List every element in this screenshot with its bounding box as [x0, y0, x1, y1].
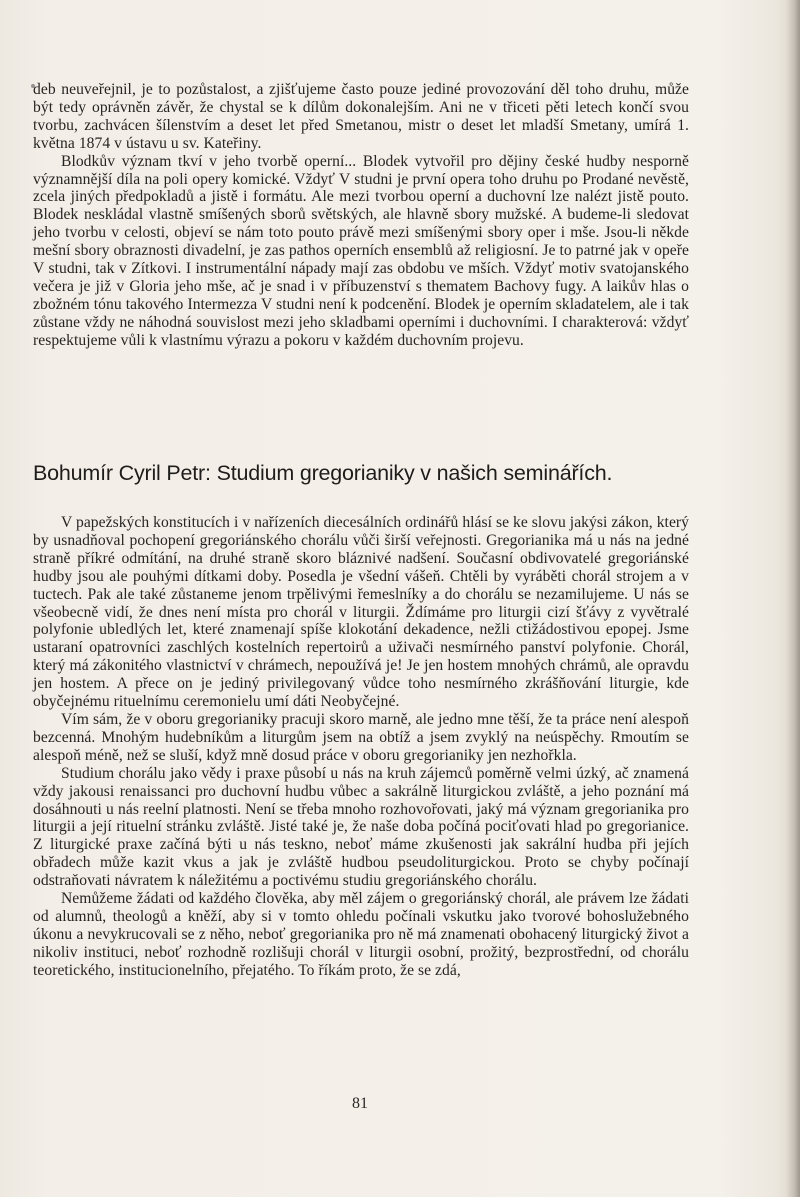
page-number: 81 [352, 1095, 368, 1112]
article-body [33, 514, 689, 980]
page-edge-shadow [786, 0, 800, 1197]
paragraph: Blodkův význam tkví v jeho tvorbě operní... Blodek vytvořil pro dějiny české hudby nesporně významnější díla na poli opery komické. Vždyť V studni je první opera toho druhu po Prodané nevěstě, zcela jiných předpokladů a jistě i formátu. Ale mezi tvorbou operní a duchovní lze nalézt jistě pouto. Blodek neskládal vlastně smíšených sborů světských, ale hlavně sbory mužské. A budeme-li sledovat jeho tvorbu v celosti, objeví se nám toto pouto právě mezi smíšenými sbory oper i mše. Jsou-li někde mešní sbory obraznosti divadelní, je zas pathos operních ensemblů až religiosní. Je to patrné jak v opeře V studni, tak v Zítkovi. I instrumentální nápady mají zas obdobu ve mších. Vždyť motiv svatojanského večera je již v Gloria jeho mše, ač je snad i v příbuzenství s thematem Bachovy fugy. A laikův hlas o zbožném tónu takového Intermezza V studni není k podcenění. Blodek je operním skladatelem, ale i tak zůstane vždy ne náhodná souvislost mezi jeho skladbami operními i duchovními. I charakterová: vždyť respektujeme vůli k vlastnímu výrazu a pokoru v každém duchovním projevu. [33, 152, 689, 349]
paragraph: Vím sám, že v oboru gregorianiky pracuji skoro marně, ale jedno mne těší, že ta práce není alespoň bezcenná. Mnohým hudebníkům a liturgům jsem na obtíž a jsem zvyklý na neúspěchy. Rmoutím se alespoň méně, než se sluší, když mně dosud práce v oboru gregorianiky jen nezhořkla. [33, 710, 689, 764]
paragraph: deb neuveřejnil, je to pozůstalost, a zjišťujeme často pouze jediné provozování děl toho druhu, může být tedy oprávněn závěr, že chystal se k dílům dokonalejším. Ani ne v třiceti pěti letech končí svou tvorbu, zachvácen šílenstvím a deset let před Smetanou, mistr o deset let mladší Smetany, umírá 1. května 1874 v ústavu u sv. Kateřiny. [33, 81, 689, 152]
paragraph: Studium chorálu jako vědy i praxe působí u nás na kruh zájemců poměrně velmi úzký, ač znamená vždy jakousi renaissanci pro duchovní hudbu vůbec a sakrálně liturgickou zvláště, a jeho poznání má dosáhnouti u nás reelní platnosti. Není se třeba mnoho rozhovořovati, jaký má význam gregorianika pro liturgii a její rituelní stránku zvláště. Jisté také je, že naše doba počíná pociťovati hlad po gregorianice. Z liturgické praxe začíná býti u nás tesknо, neboť máme zkušenosti jak sakrální hudba při jejích obřadech může kazit vkus a jak je zvláště hudbou pseudoliturgickou. Proto se chyby počínají odstraňovati návratem k náležitému a poctivému studiu gregoriánského chorálu. [33, 764, 689, 890]
continued-text [33, 81, 689, 350]
paragraph: Nemůžeme žádati od každého člověka, aby měl zájem o gregoriánský chorál, ale právem lze žádati od alumnů, theologů a kněží, aby si v tomto ohledu počínali vskutku jako tvorové bohoslužebného úkonu a nevykrucovali se z něho, neboť gregorianika pro ně má znamenati obohacený liturgický život a nikoliv instituci, neboť rozhodně rozlišuji chorál v liturgii osobní, prožitý, bezprostřední, od chorálu teoretického, institucionelního, přejatého. To říkám proto, že se zdá, [33, 890, 689, 979]
paragraph: V papežských konstitucích i v nařízeních diecesálních ordinářů hlásí se ke slovu jakýsi zákon, který by usnadňoval pochopení gregoriánského chorálu vůči širší veřejnosti. Gregorianika má u nás na jedné straně příkré odmítání, na druhé straně skoro bláznivé nadšení. Současní obdivovatelé gregoriánské hudby jsou ale pouhými dítkami doby. Posedla je všední vášeň. Chtěli by vyráběti chorál strojem a v tuctech. Pak ale také zůstaneme jenom trpělivými řemeslníky a do chorálu se nezamilujeme. U nás se všeobecně vidí, že dnes není místa pro chorál v liturgii. Ždímáme pro liturgii cizí šťávy z vyvětralé polyfonie ubledlých let, které znamenají spíše klokotání dekadence, nežli ctižádostivou epopej. Jsme ustaraní opatrovníci zaschlých kostelních repertoirů a uživači nesmírného panství polyfonie. Chorál, který má zákonitého vlastnictví v chrámech, nepoužívá je! Je jen hostem mnohých chrámů, ale opravdu jen hostem. A přece on je jediný privilegovaný vůdce toho nesmírného zkrášňování liturgie, kde obyčejnému rituelnímu ceremonielu umí dáti Neobyčejné. [33, 514, 689, 711]
article-title: Bohumír Cyril Petr: Studium gregorianiky v našich seminářích. [33, 461, 613, 485]
